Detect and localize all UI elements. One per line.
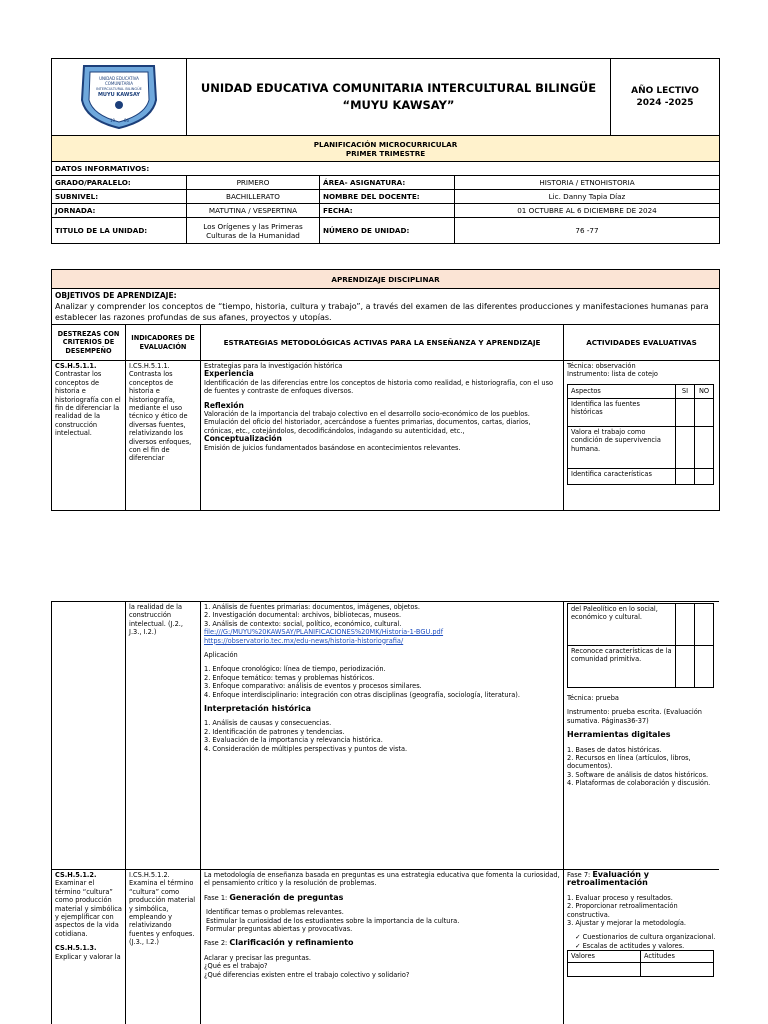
destreza-text-1: Contrastar los conceptos de historia e historiografía con el fin de diferenciar la realidad de la construcción intelectual. bbox=[55, 370, 121, 438]
fase7-item: 3. Ajustar y mejorar la metodología. bbox=[567, 919, 686, 928]
header-table bbox=[51, 58, 720, 136]
estrategia-cell-cont bbox=[201, 602, 564, 870]
logo-line-2: COMUNITARIA bbox=[104, 81, 134, 86]
fase2-item: ¿Qué diferencias existen entre el trabajo colectivo y solidario? bbox=[204, 970, 410, 979]
est-list2-item: 1. Enfoque cronológico: línea de tiempo, periodización. bbox=[204, 665, 386, 674]
actividad-cell-cont bbox=[564, 602, 720, 870]
page-1 bbox=[51, 58, 719, 244]
pdf-link[interactable]: file:///G:/MUYU%20KAWSAY/PLANIFICACIONES%20MK/Historia-1-BGU.pdf bbox=[204, 628, 444, 637]
logo-line-3: INTERCULTURAL BILINGÜE bbox=[96, 87, 142, 91]
destreza-text-2: Examinar el término “cultura” como producción material y simbólica y ejemplificar con aspectos de la vida cotidiana. bbox=[55, 879, 122, 938]
info-table bbox=[51, 135, 720, 244]
est-list1-item: 1. Análisis de fuentes primarias: documentos, imágenes, objetos. bbox=[204, 603, 420, 611]
fase7-item: 2. Proporcionar retroalimentación constructiva. bbox=[567, 902, 678, 919]
jornada-label: JORNADA: bbox=[52, 204, 187, 218]
area-value: HISTORIA / ETNOHISTORIA bbox=[455, 176, 720, 190]
act-instrumento: Instrumento: lista de cotejo bbox=[567, 370, 658, 379]
school-name bbox=[187, 59, 611, 136]
logo-line-4: MUYU KAWSAY bbox=[97, 92, 141, 98]
cotejo-row: Valora el trabajo como condición de supervivencia humana. bbox=[568, 426, 676, 468]
area-label: ÁREA- ASIGNATURA: bbox=[320, 176, 455, 190]
destreza-code-3: CS.H.5.1.3. bbox=[55, 944, 97, 953]
subnivel-label: SUBNIVEL: bbox=[52, 190, 187, 204]
year-value: 2024 -2025 bbox=[636, 98, 694, 108]
est-list2-item: 4. Enfoque interdisciplinario: integración con otras disciplinas (geografía, sociología, literatura). bbox=[204, 690, 520, 699]
cotejo-table bbox=[567, 384, 714, 485]
logo-cell bbox=[52, 59, 187, 136]
fase7-item: 1. Evaluar proceso y resultados. bbox=[567, 893, 673, 902]
titulo-label: TITULO DE LA UNIDAD: bbox=[52, 218, 187, 244]
herramientas-heading: Herramientas digitales bbox=[567, 730, 671, 740]
destreza-code-1: CS.H.5.1.1. bbox=[55, 362, 97, 370]
objetivos-text: Analizar y comprender los conceptos de “tiempo, historia, cultura y trabajo”, a través del examen de las diferentes producciones y manifestaciones humanas para establecer las razones profundas de sus afanes, proyectos y utopías. bbox=[55, 302, 709, 322]
estrategia-cell-1 bbox=[201, 361, 564, 511]
est-list3-item: 4. Consideración de múltiples perspectivas y puntos de vista. bbox=[204, 744, 408, 753]
docente-value: Lic. Danny Tapia Díaz bbox=[455, 190, 720, 204]
fase2-label: Fase 2: bbox=[204, 939, 228, 948]
aprendizaje-title: APRENDIZAJE DISCIPLINAR bbox=[52, 270, 720, 289]
actitudes-cell[interactable] bbox=[641, 962, 714, 976]
valores-cell[interactable] bbox=[568, 962, 641, 976]
actividad-cell-1 bbox=[564, 361, 720, 511]
destreza-cell-1 bbox=[52, 361, 126, 511]
valores-head: Valores bbox=[568, 951, 641, 962]
cotejo-table-cont bbox=[567, 603, 714, 688]
fase1-title: Generación de preguntas bbox=[229, 892, 344, 902]
school-shield-logo bbox=[76, 60, 162, 130]
school-year bbox=[611, 59, 720, 136]
est-p4: Emisión de juicios fundamentados basándose en acontecimientos relevantes. bbox=[204, 443, 461, 452]
cotejo-no-cell[interactable] bbox=[695, 646, 714, 688]
datos-label: DATOS INFORMATIVOS: bbox=[52, 162, 720, 176]
fase1-item: Estimular la curiosidad de los estudiantes sobre la importancia de la cultura. bbox=[206, 916, 460, 925]
plan-title-1: PLANIFICACIÓN MICROCURRICULAR bbox=[313, 139, 458, 149]
cotejo-si-cell[interactable] bbox=[676, 398, 695, 426]
fase1-item: Formular preguntas abiertas y provocativas. bbox=[206, 925, 353, 934]
fecha-value: 01 OCTUBRE AL 6 DICIEMBRE DE 2024 bbox=[455, 204, 720, 218]
actividad-cell-2 bbox=[564, 870, 720, 1024]
est2-intro: La metodología de enseñanza basada en preguntas es una estrategia educativa que fomenta la curiosidad, el pensamiento crítico y la resolución de problemas. bbox=[204, 871, 560, 888]
est-list3-item: 2. Identificación de patrones y tendencias. bbox=[204, 727, 345, 736]
jornada-value: MATUTINA / VESPERTINA bbox=[187, 204, 320, 218]
act-tecnica: Técnica: observación bbox=[567, 362, 636, 370]
est-p3: Emulación del oficio del historiador, acercándose a fuentes primarias, documentos, cartas, diarios, crónicas, etc., cotejándolos, decodificándolos, indagando su autenticidad, etc., bbox=[204, 418, 531, 435]
aprendizaje-section bbox=[51, 269, 719, 511]
year-label: AÑO LECTIVO bbox=[631, 86, 699, 96]
est-list3-item: 3. Evaluación de la importancia y relevancia histórica. bbox=[204, 736, 383, 745]
page-2 bbox=[51, 601, 719, 1024]
cotejo-no-cell[interactable] bbox=[695, 426, 714, 468]
destreza-text-3: Explicar y valorar la bbox=[55, 952, 121, 961]
indicador-cell-1: I.CS.H.5.1.1. Contrasta los conceptos de historia e historiografía, mediante el uso técnico y ético de diversas fuentes, relativizando los diversos enfoques, con el fin de diferenciar bbox=[126, 361, 201, 511]
cotejo-no-cell[interactable] bbox=[695, 604, 714, 646]
destreza-cell-2 bbox=[52, 870, 126, 1024]
school-name-line1: UNIDAD EDUCATIVA COMUNITARIA INTERCULTURAL BILINGÜE bbox=[200, 81, 597, 95]
destreza-cell-cont bbox=[52, 602, 126, 870]
est-list1-item: 3. Análisis de contexto: social, político, económico, cultural. bbox=[204, 619, 402, 628]
grado-label: GRADO/PARALELO: bbox=[52, 176, 187, 190]
logo-year-2: 86 bbox=[124, 118, 130, 123]
cotejo-si-cell[interactable] bbox=[676, 646, 695, 688]
observatorio-link[interactable]: https://observatorio.tec.mx/edu-news/historia-historiografia/ bbox=[204, 636, 404, 645]
est-intro: Estrategias para la investigación histórica bbox=[204, 362, 343, 370]
cotejo-si-cell[interactable] bbox=[676, 604, 695, 646]
est-list2-item: 3. Enfoque comparativo: análisis de eventos y procesos similares. bbox=[204, 682, 422, 691]
col-indicadores: INDICADORES DE EVALUACIÓN bbox=[126, 325, 201, 361]
col-actividades: ACTIVIDADES EVALUATIVAS bbox=[564, 325, 720, 361]
continuation-table bbox=[51, 601, 719, 1024]
check-item: Cuestionarios de cultura organizacional. bbox=[582, 933, 716, 942]
logo-line-1: UNIDAD EDUCATIVA bbox=[99, 76, 139, 81]
cotejo-no-cell[interactable] bbox=[695, 468, 714, 484]
grado-value: PRIMERO bbox=[187, 176, 320, 190]
numero-label: NÚMERO DE UNIDAD: bbox=[320, 218, 455, 244]
estrategia-cell-2 bbox=[201, 870, 564, 1024]
herr-item: 4. Plataformas de colaboración y discusión. bbox=[567, 779, 711, 788]
act-instrumento-2: Instrumento: prueba escrita. (Evaluación sumativa. Páginas36-37) bbox=[567, 708, 702, 725]
col-destrezas: DESTREZAS CON CRITERIOS DE DESEMPEÑO bbox=[52, 325, 126, 361]
cotejo-si-cell[interactable] bbox=[676, 468, 695, 484]
est-p1: Identificación de las diferencias entre los conceptos de historia como realidad, e historiografía, con el uso de fuentes y contraste de enfoques diversos. bbox=[204, 378, 554, 396]
indicador-cell-cont: la realidad de la construcción intelectual. (J.2., J.3., I.2.) bbox=[126, 602, 201, 870]
fase1-label: Fase 1: bbox=[204, 893, 228, 902]
check-icon: ✓ bbox=[575, 933, 581, 942]
act-tecnica-2: Técnica: prueba bbox=[567, 694, 619, 702]
school-name-line2: “MUYU KAWSAY” bbox=[342, 98, 455, 112]
fase7-label: Fase 7: bbox=[567, 871, 591, 879]
actitudes-head: Actitudes bbox=[641, 951, 714, 962]
plan-title-2: PRIMER TRIMESTRE bbox=[345, 148, 426, 158]
cotejo-row: del Paleolítico en lo social, económico y cultural. bbox=[568, 604, 676, 646]
cotejo-row: Identifica las fuentes históricas bbox=[568, 398, 676, 426]
fase2-item: Aclarar y precisar las preguntas. bbox=[204, 953, 311, 962]
cotejo-head-aspectos: Aspectos bbox=[568, 384, 676, 398]
col-estrategias: ESTRATEGIAS METODOLÓGICAS ACTIVAS PARA LA ENSEÑANZA Y APRENDIZAJE bbox=[201, 325, 564, 361]
est-h-experiencia: Experiencia bbox=[204, 369, 254, 379]
objetivos-label: OBJETIVOS DE APRENDIZAJE: bbox=[55, 291, 177, 300]
aprendizaje-table bbox=[51, 269, 720, 511]
cotejo-head-si: SI bbox=[676, 384, 695, 398]
titulo-value: Los Orígenes y las Primeras Culturas de la Humanidad bbox=[187, 218, 320, 244]
cotejo-head-no: NO bbox=[695, 384, 714, 398]
est-h-reflexion: Reflexión bbox=[204, 400, 244, 410]
fase2-title: Clarificación y refinamiento bbox=[229, 938, 354, 948]
cotejo-no-cell[interactable] bbox=[695, 398, 714, 426]
herr-item: 2. Recursos en línea (artículos, libros, documentos). bbox=[567, 754, 691, 771]
check-item: Escalas de actitudes y valores. bbox=[582, 941, 685, 950]
herr-item: 1. Bases de datos históricas. bbox=[567, 745, 662, 754]
est-list1-item: 2. Investigación documental: archivos, bibliotecas, museos. bbox=[204, 611, 402, 620]
est-p2: Valoración de la importancia del trabajo colectivo en el desarrollo socio-económico de los pueblos. bbox=[204, 410, 530, 419]
objetivos bbox=[52, 289, 720, 325]
valores-table bbox=[567, 950, 714, 976]
est-h-conceptualizacion: Conceptualización bbox=[204, 434, 282, 444]
fase1-item: Identificar temas o problemas relevantes. bbox=[206, 908, 344, 917]
check-icon: ✓ bbox=[575, 941, 581, 950]
subnivel-value: BACHILLERATO bbox=[187, 190, 320, 204]
cotejo-row: Reconoce características de la comunidad primitiva. bbox=[568, 646, 676, 688]
fase7-title: Evaluación y retroalimentación bbox=[567, 870, 649, 888]
docente-label: NOMBRE DEL DOCENTE: bbox=[320, 190, 455, 204]
numero-value: 76 -77 bbox=[455, 218, 720, 244]
destreza-code-2: CS.H.5.1.2. bbox=[55, 871, 97, 879]
aplicacion-heading: Aplicación bbox=[204, 651, 238, 660]
est-list2-item: 2. Enfoque temático: temas y problemas históricos. bbox=[204, 673, 375, 682]
indicador-cell-2: I.CS.H.5.1.2. Examina el término “cultura” como producción material y simbólica, empleando y relativizando fuentes y enfoques. (J.3., I.2.) bbox=[126, 870, 201, 1024]
interpretacion-heading: Interpretación histórica bbox=[204, 704, 311, 714]
logo-year-1: 19 bbox=[110, 118, 116, 123]
est-list3-item: 1. Análisis de causas y consecuencias. bbox=[204, 719, 332, 728]
cotejo-si-cell[interactable] bbox=[676, 426, 695, 468]
cotejo-row: Identifica características bbox=[568, 468, 676, 484]
herr-item: 3. Software de análisis de datos históricos. bbox=[567, 770, 709, 779]
fecha-label: FECHA: bbox=[320, 204, 455, 218]
fase2-item: ¿Qué es el trabajo? bbox=[204, 962, 268, 971]
plan-title bbox=[52, 136, 720, 162]
